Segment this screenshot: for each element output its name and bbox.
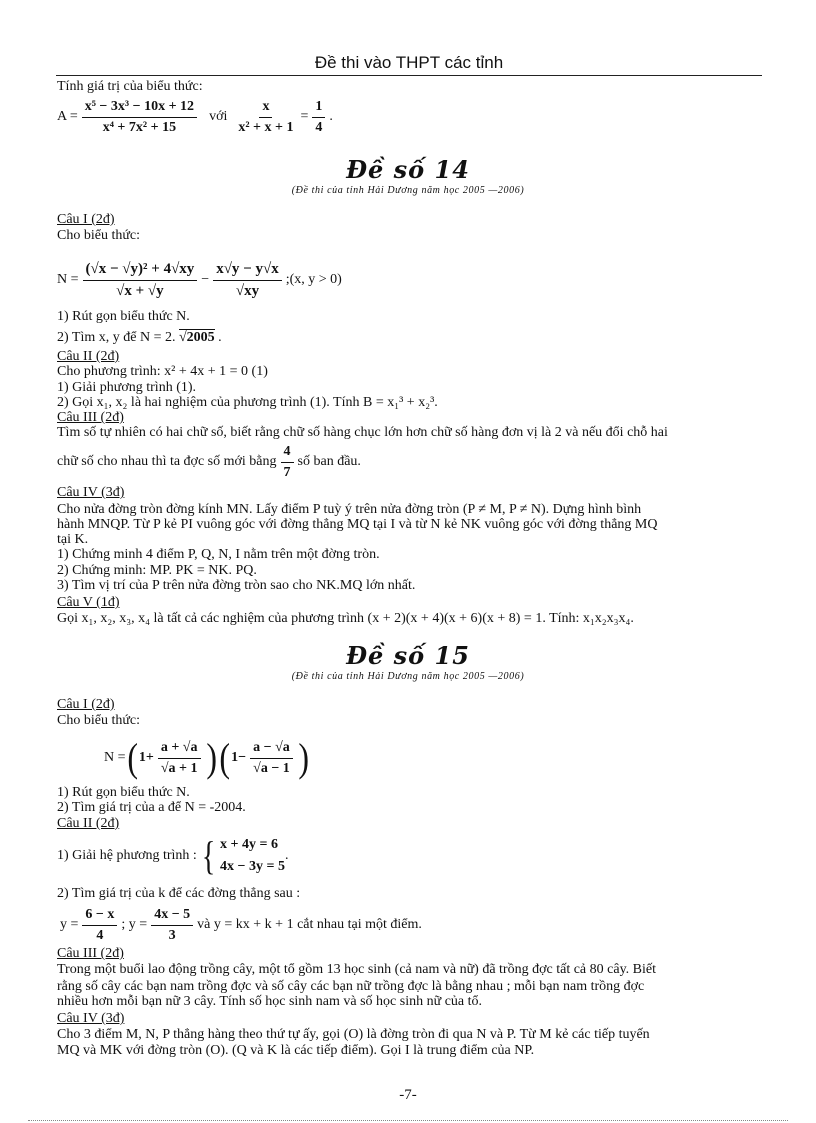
- condition-fraction: [235, 99, 296, 136]
- denominator: x² + x + 1: [238, 119, 294, 135]
- period: .: [329, 109, 333, 124]
- line-equations: [60, 904, 422, 946]
- question-text: Cho biểu thức:: [57, 228, 141, 243]
- numerator: 6 − x: [82, 907, 117, 926]
- question-text: Trong một buổi lao động trồng cây, một tổ gồm 13 học sinh (cả nam và nữ) đã trồng đợc tất cả 80 cây. Biết: [57, 962, 656, 977]
- fraction: [158, 740, 201, 777]
- question-text: MQ và MK với đờng tròn (O). (Q và K là các tiếp điểm). Gọi I là trung điểm của NP.: [57, 1043, 535, 1058]
- exam-subtitle-15: (Đề thi của tỉnh Hải Dương năm học 2005 —2006): [291, 671, 525, 682]
- right-paren: ): [298, 735, 309, 780]
- equations: [220, 834, 285, 878]
- one-plus: 1+: [138, 750, 154, 765]
- formula-lhs: N =: [57, 272, 79, 287]
- question-heading: Câu III (2đ): [57, 410, 124, 425]
- fraction: [83, 261, 198, 300]
- fraction: [250, 740, 293, 777]
- radical: √2005: [178, 330, 215, 345]
- formula-lhs: N =: [104, 750, 126, 765]
- denominator: 3: [168, 927, 176, 943]
- footer-rule: [28, 1120, 788, 1121]
- brace: {: [201, 833, 216, 878]
- page-number: -7-: [399, 1087, 417, 1103]
- system-of-equations: [57, 832, 288, 880]
- denominator: 7: [283, 464, 291, 480]
- question-text: tại K.: [57, 532, 89, 547]
- fraction: [82, 99, 197, 136]
- text-part: 1) Giải hệ phương trình :: [57, 848, 197, 863]
- text-part: y =: [60, 917, 79, 932]
- right-paren: ): [205, 735, 217, 780]
- question-text: 2) Tìm giá trị của k để các đờng thẳng sau :: [57, 886, 301, 901]
- question-text: hành MNQP. Từ P kẻ PI vuông góc với đờng thẳng MQ tại I và từ N kẻ NK vuông góc với đờng thẳng MQ: [57, 517, 658, 532]
- text-part: chữ số cho nhau thì ta đợc số mới bằng: [57, 454, 277, 469]
- text-part: và y = kx + k + 1 cắt nhau tại một điểm.: [197, 917, 422, 932]
- question-text: [57, 444, 361, 480]
- left-paren: (: [219, 735, 230, 780]
- fraction: [213, 261, 282, 300]
- question-heading: Câu II (2đ): [57, 816, 120, 831]
- fraction: [281, 444, 294, 481]
- numerator: x√y − y√x: [213, 261, 282, 281]
- denominator: √x + √y: [116, 282, 164, 299]
- question-text: Cho nửa đờng tròn đờng kính MN. Lấy điểm P tuỳ ý trên nửa đờng tròn (P ≠ M, P ≠ N). Dựng hình bình: [57, 502, 642, 517]
- left-paren: (: [126, 735, 138, 780]
- text-part: số ban đầu.: [297, 454, 361, 469]
- numerator: a + √a: [158, 740, 201, 759]
- intro-formula: [57, 97, 333, 137]
- equation-2: 4x − 3y = 5: [220, 859, 285, 874]
- question-text: 1) Rút gọn biểu thức N.: [57, 785, 190, 800]
- denominator: 4: [96, 927, 104, 943]
- formula-n-15: [104, 732, 310, 784]
- question-text: nhiều hơn mỗi bạn nữ 3 cây. Tính số học sinh nam và số học sinh nữ của tổ.: [57, 994, 483, 1009]
- question-heading: Câu IV (3đ): [57, 1011, 125, 1026]
- denominator: √xy: [235, 282, 260, 299]
- formula-lhs: A =: [57, 109, 78, 124]
- question-heading: Câu V (1đ): [57, 595, 120, 610]
- header-rule: [56, 75, 762, 76]
- intro-text: Tính giá trị của biểu thức:: [57, 79, 203, 94]
- page-header: Đề thi vào THPT các tỉnh: [314, 53, 504, 72]
- text-part: 2) Tìm x, y để N = 2.: [57, 330, 176, 345]
- numerator: 1: [312, 99, 325, 118]
- question-heading: Câu III (2đ): [57, 946, 124, 961]
- question-text: [57, 331, 762, 345]
- fraction: [151, 907, 193, 944]
- numerator: 4x − 5: [151, 907, 193, 926]
- question-text: 1) Rút gọn biểu thức N.: [57, 309, 190, 324]
- question-text: Cho phương trình: x² + 4x + 1 = 0 (1): [57, 364, 268, 379]
- exam-title-14: Đề số 14: [346, 155, 470, 184]
- question-text: 2) Tìm giá trị của a để N = -2004.: [57, 800, 246, 815]
- fraction: [82, 907, 117, 944]
- numerator: a − √a: [250, 740, 293, 759]
- question-text: 1) Giải phương trình (1).: [57, 380, 197, 395]
- exam-subtitle-14: (Đề thi của tỉnh Hải Dương năm học 2005 —2006): [291, 185, 525, 196]
- denominator: √a − 1: [253, 760, 290, 776]
- question-heading: Câu I (2đ): [57, 697, 115, 712]
- numerator: (√x − √y)² + 4√xy: [83, 261, 198, 281]
- equals-sign: =: [300, 109, 309, 124]
- question-text: Cho biểu thức:: [57, 713, 141, 728]
- equation-1: x + 4y = 6: [220, 837, 278, 852]
- denominator: √a + 1: [160, 760, 198, 776]
- formula-n-14: [57, 248, 342, 312]
- question-heading: Câu IV (3đ): [57, 485, 125, 500]
- one-minus: 1−: [231, 750, 247, 765]
- question-text: 2) Chứng minh: MP. PK = NK. PQ.: [57, 563, 257, 578]
- condition: ;(x, y > 0): [285, 272, 342, 287]
- numerator: x⁵ − 3x³ − 10x + 12: [82, 99, 197, 118]
- question-text: Cho 3 điểm M, N, P thẳng hàng theo thứ tự ấy, gọi (O) là đờng tròn đi qua N và P. Từ M kẻ các tiếp tuyến: [57, 1027, 650, 1042]
- exam-title-15: Đề số 15: [346, 641, 470, 670]
- numerator: x: [259, 99, 272, 118]
- question-text: 2) Gọi x₁, x₂ là hai nghiệm của phương trình (1). Tính B = x₁³ + x₂³.: [57, 395, 438, 410]
- question-text: Gọi x₁, x₂, x₃, x₄ là tất cả các nghiệm của phương trình (x + 2)(x + 4)(x + 6)(x + 8) = 1. Tính: x₁x₂x₃x₄.: [57, 611, 634, 626]
- question-text: rằng số cây các bạn nam trồng đợc và số cây các bạn nữ trồng đợc là bằng nhau ; mỗi bạn nam trồng đợc: [57, 979, 645, 994]
- question-text: Tìm số tự nhiên có hai chữ số, biết rằng chữ số hàng chục lớn hơn chữ số hàng đơn vị là 2 và nếu đổi chỗ hai: [57, 425, 668, 440]
- question-text: 3) Tìm vị trí của P trên nửa đờng tròn sao cho NK.MQ lớn nhất.: [57, 578, 416, 593]
- text-part: ; y =: [121, 917, 148, 932]
- period: .: [218, 330, 222, 345]
- denominator: 4: [315, 119, 323, 135]
- value-fraction: [312, 99, 325, 136]
- with-word: với: [209, 109, 228, 124]
- numerator: 4: [281, 444, 294, 463]
- denominator: x⁴ + 7x² + 15: [102, 119, 177, 135]
- period: .: [284, 848, 289, 863]
- question-text: 1) Chứng minh 4 điểm P, Q, N, I nằm trên một đờng tròn.: [57, 547, 380, 562]
- minus-sign: −: [201, 272, 210, 287]
- question-heading: Câu II (2đ): [57, 349, 120, 364]
- question-heading: Câu I (2đ): [57, 212, 115, 227]
